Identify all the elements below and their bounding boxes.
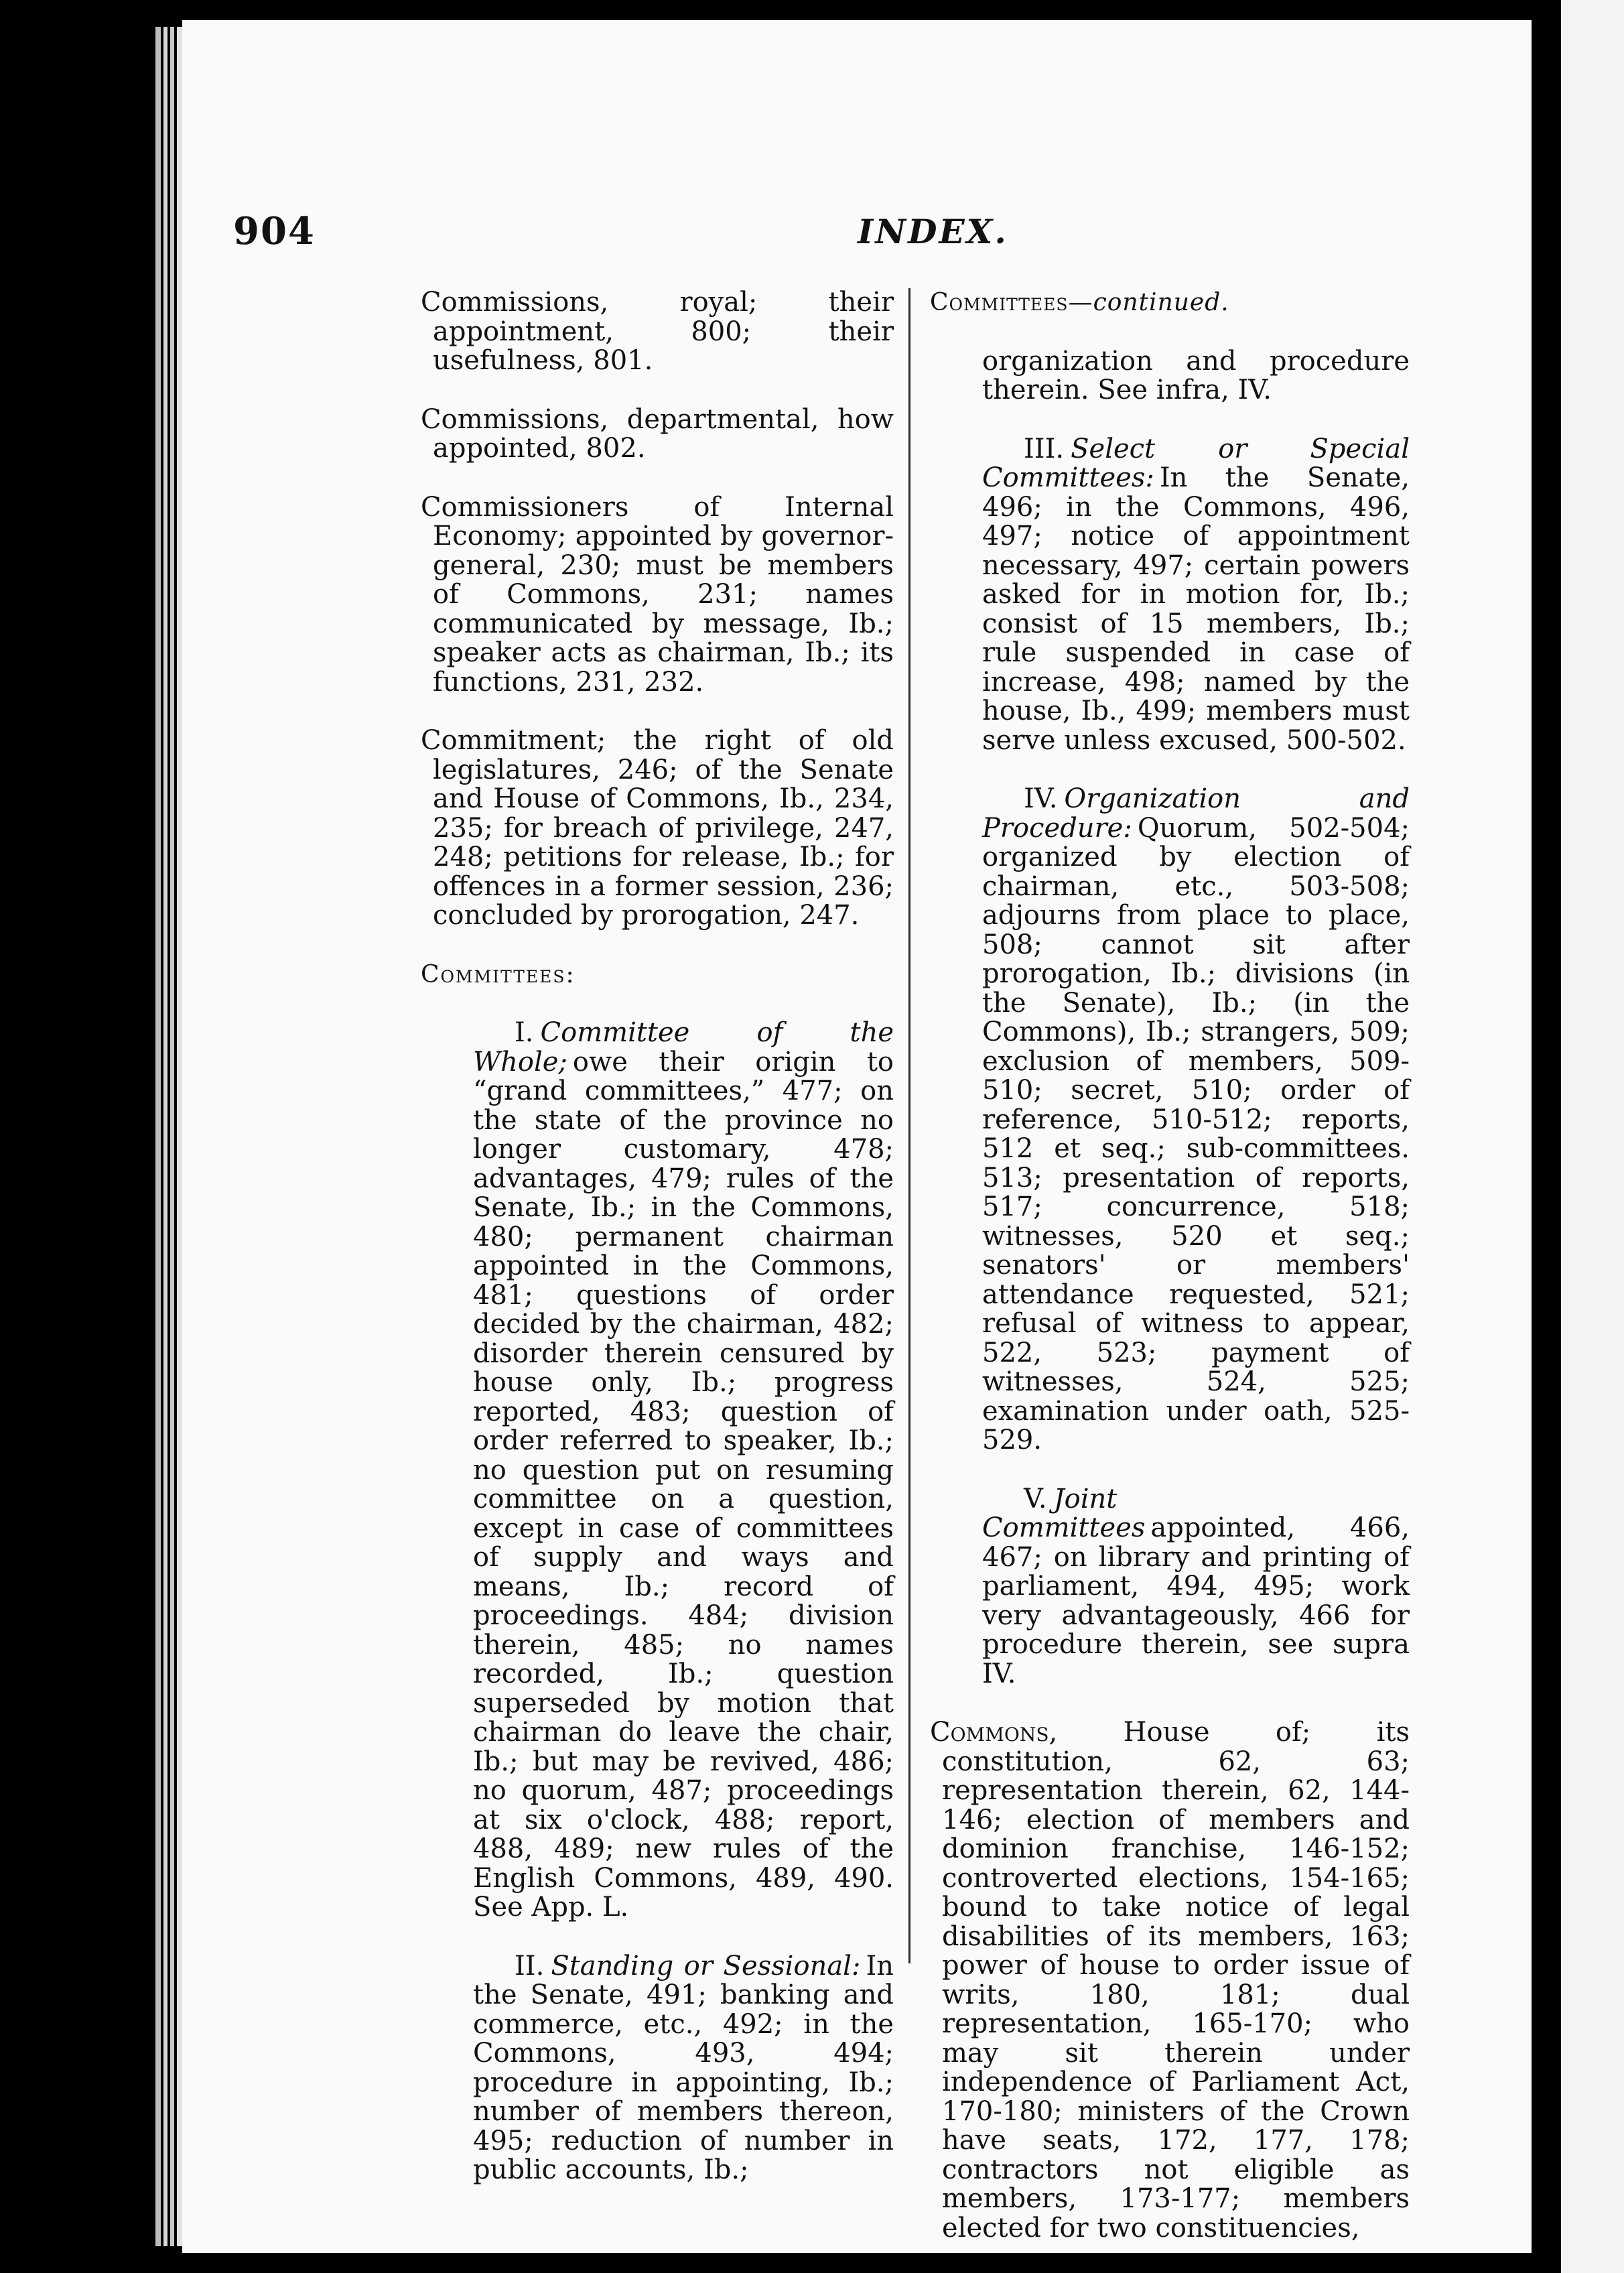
continued-label: Committees xyxy=(930,289,1069,316)
index-entry: Commitment; the right of old legislatures, 246; of the Senate and House of Commons, Ib., 234, 235; for breach of privilege, 247, 248; petitions for release, Ib.; for offences in a former session, 236; concluded by prorogation, 247. xyxy=(421,725,894,931)
subentry-body: In the Senate, 496; in the Commons, 496, 497; notice of appointment necessary, 497; certain powers asked for in motion for, Ib.; consist of 15 members, Ib.; rule suspended in case of increase, 498; named by the house, Ib., 499; members must serve unless excused, 500-502. xyxy=(982,462,1410,756)
subentry-number: II. xyxy=(515,1950,545,1982)
page-number: 904 xyxy=(233,209,316,253)
page-stack-edge xyxy=(155,27,161,2246)
committee-subentry xyxy=(930,785,1410,1455)
continued-heading xyxy=(930,288,1410,318)
committee-subentry xyxy=(930,1485,1410,1689)
subentry-title: Joint Committees xyxy=(982,1483,1146,1543)
index-entry: Commissioners of Internal Economy; appointed by governor-general, 230; must be members of Commons, 231; names communicated by message, Ib.; speaker acts as chairman, Ib.; its functions, 231, 232. xyxy=(421,491,894,698)
facing-page-edge xyxy=(1561,0,1624,2273)
subentry-body: Quorum, 502-504; organized by election of chairman, etc., 503-508; adjourns from place to place, 508; cannot sit after prorogation, Ib.; divisions (in the Senate), Ib.; (in the Commons), Ib.; strangers, 509; exclusion of members, 509-510; secret, 510; order of reference, 510-512; reports, 512 et seq.; sub-committees. 513; presentation of reports, 517; concurrence, 518; witnesses, 520 et seq.; senators' or members' attendance requested, 521; refusal of witness to appear, 522, 523; payment of witnesses, 524, 525; examination under oath, 525-529. xyxy=(982,812,1410,1455)
subentry-title: Select or Special Committees: xyxy=(982,433,1410,493)
subentry-number: V. xyxy=(1024,1483,1047,1514)
subentry-number: IV. xyxy=(1024,783,1058,814)
subentry-number: III. xyxy=(1024,433,1065,464)
index-entry: Commissions, royal; their appointment, 800; their usefulness, 801. xyxy=(421,287,894,376)
subentry-body: owe their origin to “grand committees,” 477; on the state of the province no longer customary, 478; advantages, 479; rules of the Senate, Ib.; in the Commons, 480; permanent chairman appointed in the Commons, 481; questions of order decided by the chairman, 482; disorder therein censured by house only, Ib.; progress reported, 483; question of order referred to speaker, Ib.; no question put on resuming committee on a question, except in case of committees of supply and ways and means, Ib.; record of proceedings. 484; division therein, 485; no names recorded, Ib.; question superseded by motion that chairman do leave the chair, Ib.; but may be revived, 486; no quorum, 487; proceedings at six o'clock, 488; report, 488, 489; new rules of the English Commons, 489, 490. See App. L. xyxy=(473,1046,894,1923)
subentry-number: I. xyxy=(515,1017,534,1048)
index-entry-commons xyxy=(930,1718,1410,2243)
committee-subentry xyxy=(421,1019,894,1923)
column-divider xyxy=(908,288,910,1963)
right-column xyxy=(930,288,1410,2272)
index-entry: Commissions, departmental, how appointed, 802. xyxy=(421,403,894,464)
committee-subentry xyxy=(930,435,1410,756)
committees-heading: Committees: xyxy=(421,960,576,988)
subentry-title: Standing or Sessional: xyxy=(551,1950,861,1982)
continued-text: organization and procedure therein. See infra, IV. xyxy=(982,345,1410,405)
left-column xyxy=(421,288,894,2215)
subentry-title: Organization and Procedure: xyxy=(982,783,1410,844)
entry-body: House of; its constitution, 62, 63; representation therein, 62, 144-146; election of members and dominion franchise, 146-152; controverted elections, 154-165; bound to take notice of legal disabilities of its members, 163; power of house to order issue of writs, 180, 181; dual representation, 165-170; who may sit therein under independence of Parliament Act, 170-180; ministers of the Crown have seats, 172, 177, 178; contractors not eligible as members, 173-177; members elected for two constituencies, xyxy=(942,1717,1410,2244)
committee-subentry xyxy=(421,1952,894,2185)
entry-head: Commons, xyxy=(930,1717,1058,1748)
page-stack-edge xyxy=(163,27,167,2246)
subentry-title: Committee of the Whole; xyxy=(473,1017,894,1078)
page-stack-edge xyxy=(177,27,182,2246)
subentry-body: In the Senate, 491; banking and commerce, etc., 492; in the Commons, 493, 494; procedure in appointing, Ib.; number of members thereon, 495; reduction of number in public accounts, Ib.; xyxy=(473,1950,894,2185)
continued-suffix: —continued. xyxy=(1068,289,1229,316)
page-title: INDEX. xyxy=(858,212,1008,251)
subentry-body: appointed, 466, 467; on library and printing of parliament, 494, 495; work very advantageously, 466 for procedure therein, see supra IV. xyxy=(982,1512,1410,1689)
page-stack-edge xyxy=(170,27,174,2246)
